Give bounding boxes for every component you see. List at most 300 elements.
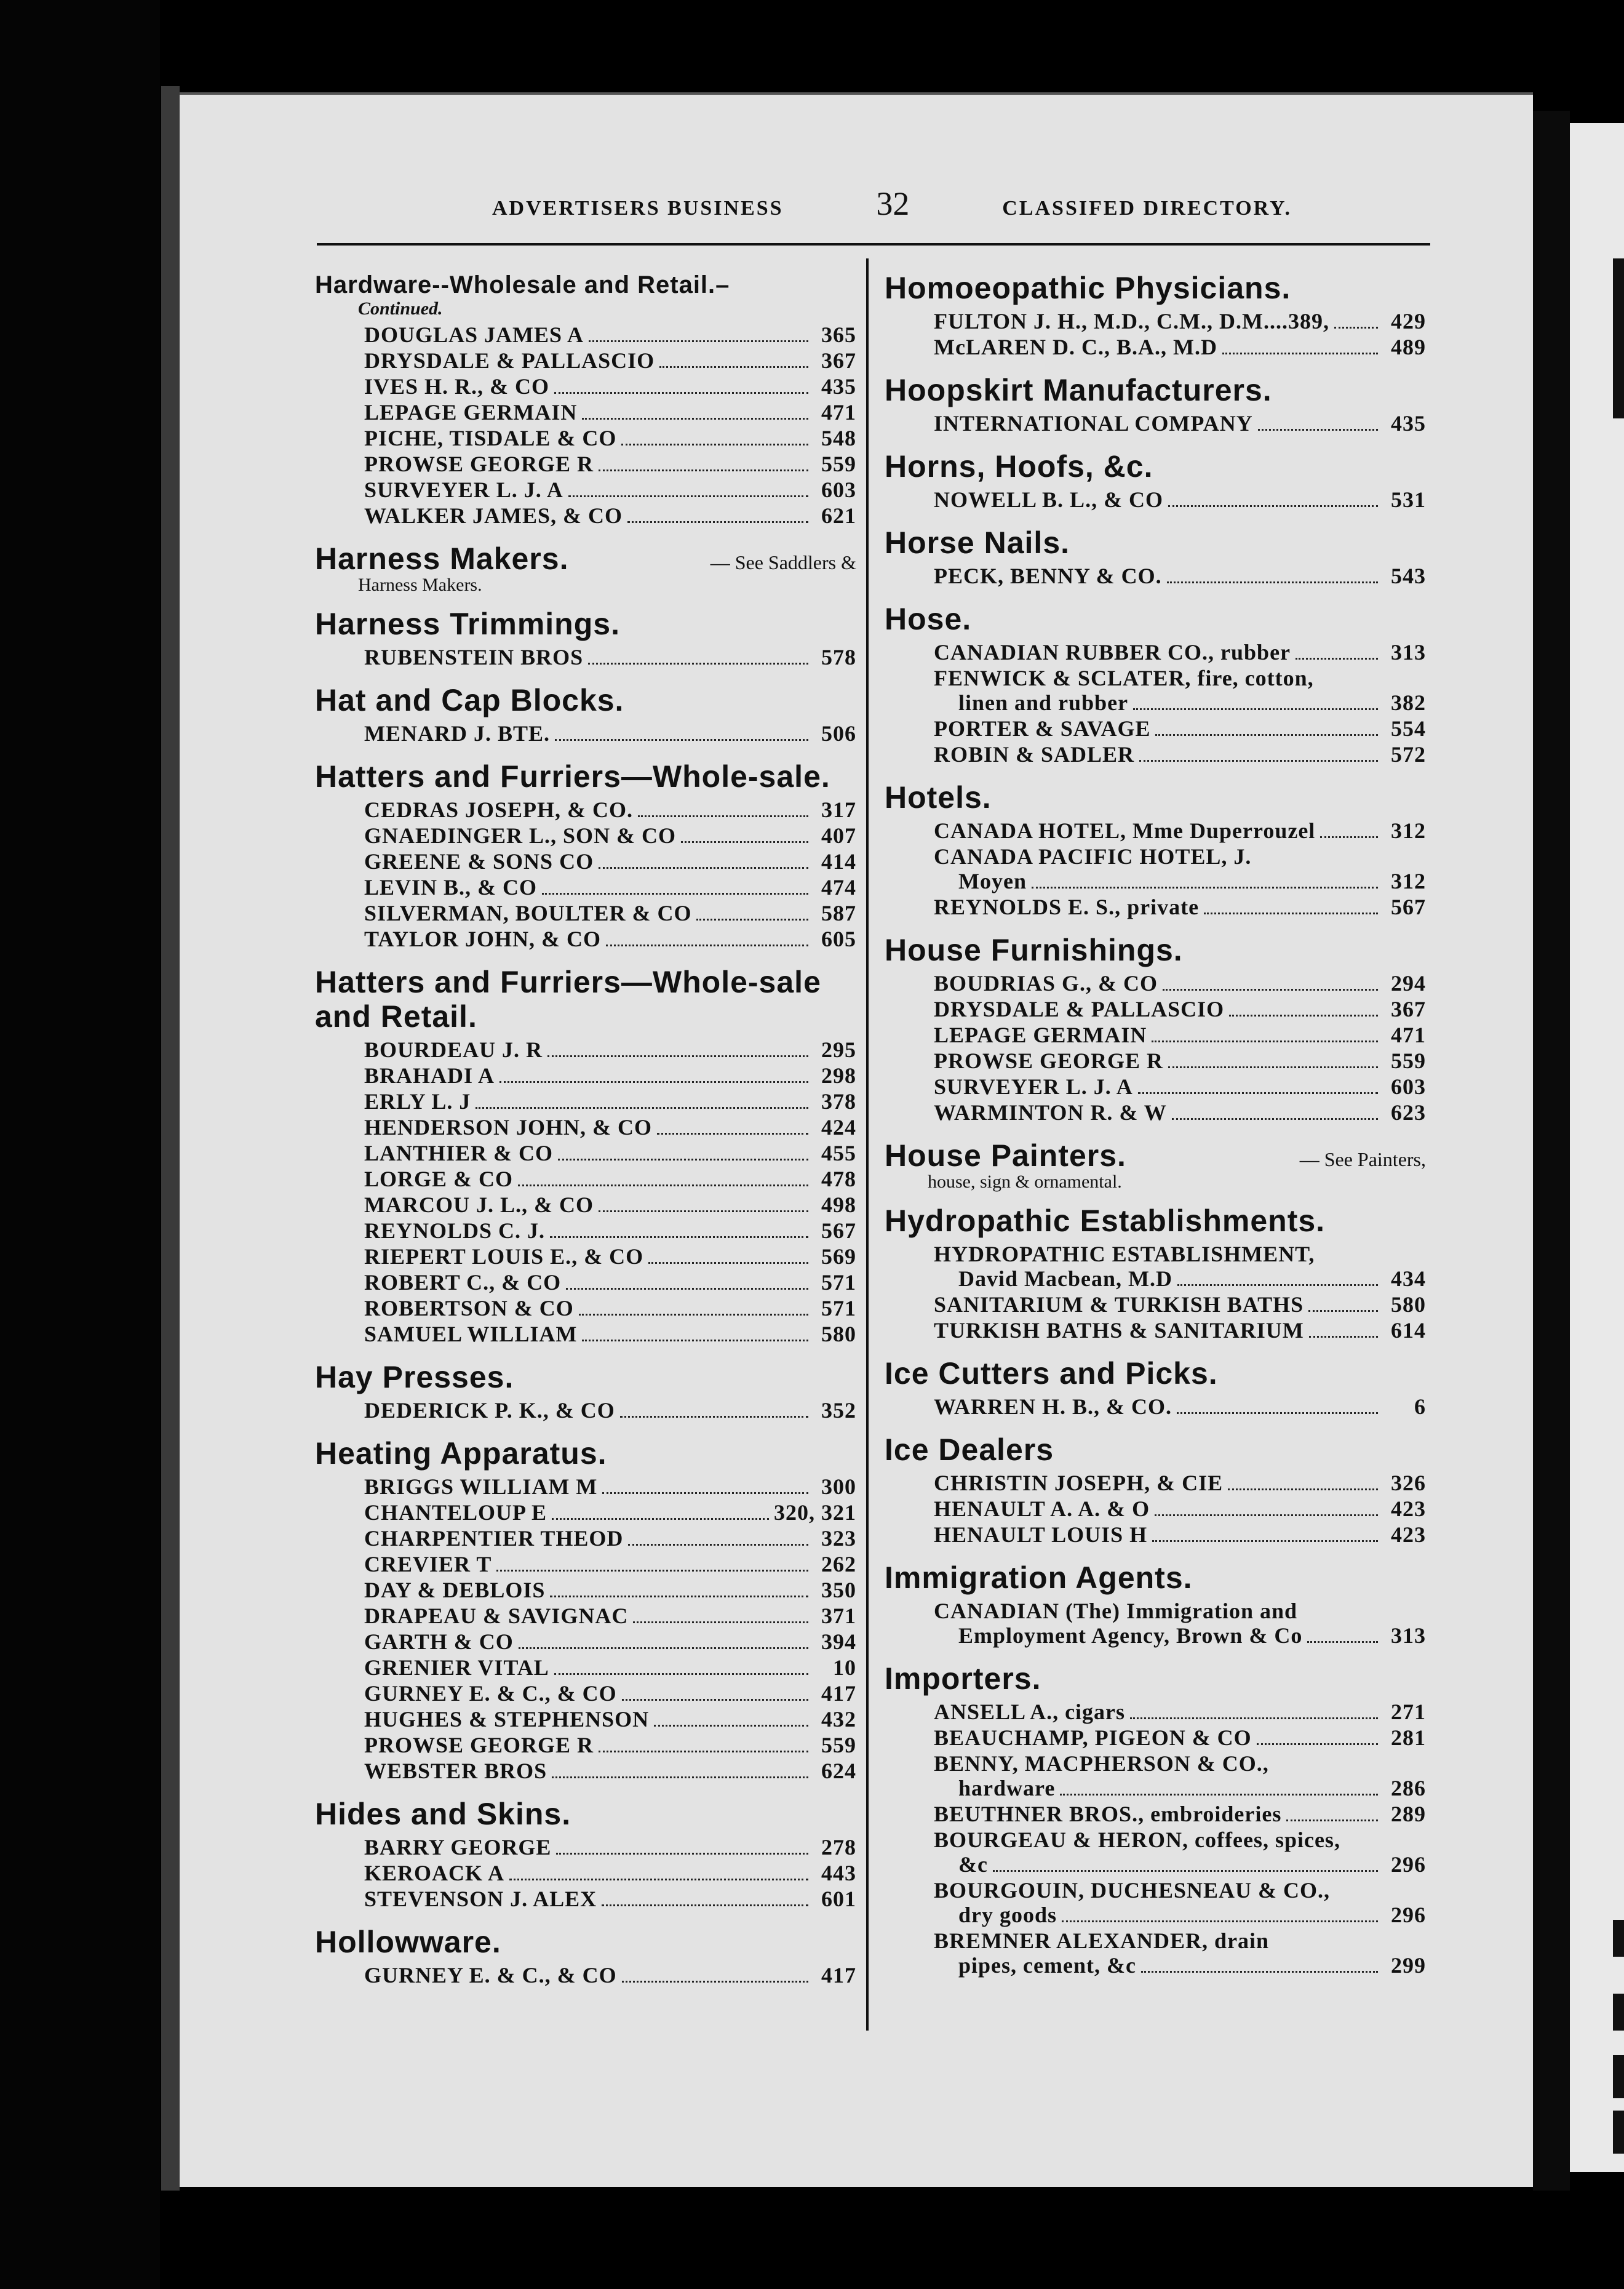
entry-page: 423 <box>1391 1522 1426 1547</box>
section-heading: Harness Trimmings. <box>315 607 620 641</box>
list-item <box>364 927 856 953</box>
dot-leader <box>589 340 808 342</box>
dot-leader <box>654 1725 808 1727</box>
entry-name: LEPAGE GERMAIN <box>934 1023 1147 1047</box>
entry-page: 371 <box>821 1604 856 1628</box>
entry-list <box>315 1835 856 1912</box>
dot-leader <box>500 1081 808 1083</box>
entry-name: BOURGEAU & HERON, coffees, spices, <box>934 1828 1340 1852</box>
entry-page: 498 <box>821 1192 856 1217</box>
directory-section <box>315 1797 856 1912</box>
entry-name: GARTH & CO <box>364 1629 514 1654</box>
list-item <box>934 997 1426 1023</box>
dot-leader <box>599 867 808 869</box>
entry-page: 278 <box>821 1835 856 1860</box>
dot-leader <box>1032 887 1378 889</box>
list-item <box>934 487 1426 513</box>
entry-name: HENAULT A. A. & O <box>934 1496 1150 1521</box>
list-item <box>934 971 1426 997</box>
list-item <box>364 1322 856 1348</box>
entry-name: REYNOLDS E. S., private <box>934 895 1200 919</box>
entry-page: 471 <box>1391 1023 1426 1047</box>
entry-page: 313 <box>1391 1623 1426 1648</box>
entry-name: TURKISH BATHS & SANITARIUM <box>934 1318 1304 1343</box>
entry-page: 294 <box>1391 971 1426 996</box>
list-item <box>934 1318 1426 1344</box>
directory-section <box>315 271 856 529</box>
header-right-text: CLASSIFED DIRECTORY. <box>1002 197 1292 220</box>
list-item <box>364 1759 856 1784</box>
dot-leader <box>1155 1514 1378 1516</box>
entry-name: DAY & DEBLOIS <box>364 1578 546 1602</box>
dot-leader <box>633 1621 808 1623</box>
entry-page: 352 <box>821 1398 856 1423</box>
entry-page: 623 <box>1391 1100 1426 1125</box>
entry-name: GRENIER VITAL <box>364 1655 549 1680</box>
entry-name: HUGHES & STEPHENSON <box>364 1707 650 1732</box>
entry-name: PROWSE GEORGE R <box>934 1049 1164 1073</box>
entry-name: &c <box>958 1852 988 1877</box>
dot-leader <box>659 366 808 368</box>
dot-leader <box>1258 429 1378 431</box>
entry-page: 601 <box>821 1887 856 1911</box>
dot-leader <box>550 1236 808 1238</box>
entry-page: 587 <box>821 901 856 925</box>
entry-page: 554 <box>1391 716 1426 741</box>
dot-leader <box>509 1879 808 1880</box>
entry-name: WALKER JAMES, & CO <box>364 503 623 528</box>
entry-page: 578 <box>821 645 856 669</box>
entry-name: DRAPEAU & SAVIGNAC <box>364 1604 629 1628</box>
dot-leader <box>556 1853 808 1855</box>
entry-page: 506 <box>821 721 856 746</box>
entry-name: BARRY GEORGE <box>364 1835 552 1860</box>
entry-page: 580 <box>1391 1292 1426 1317</box>
entry-name: hardware <box>958 1776 1056 1800</box>
dot-leader <box>1062 1920 1378 1922</box>
entry-page: 350 <box>821 1578 856 1602</box>
section-heading: Hoopskirt Manufacturers. <box>885 373 1272 407</box>
entry-name: MARCOU J. L., & CO <box>364 1192 594 1217</box>
entry-page: 417 <box>821 1681 856 1706</box>
list-item <box>934 895 1426 921</box>
dot-leader <box>602 1904 808 1906</box>
adjacent-page-edge <box>1570 123 1624 2172</box>
dot-leader <box>579 1314 808 1316</box>
list-item <box>364 1733 856 1759</box>
dot-leader <box>599 1210 808 1212</box>
dot-leader <box>599 1751 808 1752</box>
dot-leader <box>620 1416 808 1418</box>
list-item <box>934 309 1426 335</box>
section-heading-row <box>885 1138 1426 1173</box>
entry-list <box>315 1963 856 1989</box>
entry-page: 312 <box>1391 869 1426 893</box>
list-item <box>364 1887 856 1912</box>
entry-page: 603 <box>821 477 856 502</box>
entry-page: 559 <box>821 1733 856 1757</box>
list-item <box>934 1471 1426 1496</box>
dot-leader <box>554 392 808 394</box>
entry-page: 580 <box>821 1322 856 1346</box>
entry-name: KEROACK A <box>364 1861 505 1885</box>
list-item <box>934 411 1426 437</box>
list-item <box>934 1953 1426 1979</box>
dot-leader <box>622 1981 808 1983</box>
dot-leader <box>1141 1971 1378 1973</box>
dot-leader <box>518 1184 808 1186</box>
entry-name: LANTHIER & CO <box>364 1141 554 1165</box>
entry-name: linen and rubber <box>958 690 1129 715</box>
list-item <box>364 1963 856 1989</box>
dot-leader <box>1222 353 1378 354</box>
page-edge <box>161 86 180 2191</box>
entry-list <box>315 721 856 747</box>
section-note: Continued. <box>358 298 443 319</box>
entry-page: 572 <box>1391 742 1426 767</box>
entry-name: SURVEYER L. J. A <box>934 1074 1133 1099</box>
directory-section <box>885 271 1426 361</box>
entry-page: 435 <box>821 374 856 399</box>
dot-leader <box>552 1776 808 1778</box>
list-item <box>364 1474 856 1500</box>
entry-page: 605 <box>821 927 856 951</box>
column-divider <box>866 258 869 2031</box>
dot-leader <box>622 1699 808 1701</box>
list-item <box>364 1707 856 1733</box>
list-item <box>364 374 856 400</box>
dot-leader <box>519 1647 808 1649</box>
list-item <box>364 797 856 823</box>
list-item <box>364 1270 856 1296</box>
list-item <box>364 1526 856 1552</box>
entry-page: 296 <box>1391 1903 1426 1927</box>
section-heading: House Furnishings. <box>885 933 1183 967</box>
list-item <box>934 1751 1426 1776</box>
header-left-text: ADVERTISERS BUSINESS <box>492 197 784 220</box>
entry-page: 365 <box>821 322 856 347</box>
entry-page: 326 <box>1391 1471 1426 1495</box>
entry-name: MENARD J. BTE. <box>364 721 551 746</box>
entry-page: 603 <box>1391 1074 1426 1099</box>
section-heading: Importers. <box>885 1661 1041 1696</box>
dot-leader <box>606 945 808 946</box>
directory-section <box>885 1356 1426 1420</box>
list-item <box>364 721 856 747</box>
see-reference-continued: house, sign & ornamental. <box>928 1172 1122 1192</box>
entry-list <box>885 1599 1426 1649</box>
entry-name: HENAULT LOUIS H <box>934 1522 1148 1547</box>
section-heading: Hides and Skins. <box>315 1797 571 1831</box>
list-item <box>364 823 856 849</box>
directory-section <box>315 1925 856 1989</box>
entry-name: STEVENSON J. ALEX <box>364 1887 597 1911</box>
entry-page: 295 <box>821 1037 856 1062</box>
book-binding <box>0 0 160 2289</box>
list-item <box>934 1928 1426 1953</box>
dot-leader <box>1152 1540 1378 1542</box>
entry-page: 382 <box>1391 690 1426 715</box>
entry-list <box>885 564 1426 589</box>
directory-section <box>885 525 1426 589</box>
entry-page: 543 <box>1391 564 1426 588</box>
list-item <box>934 1852 1426 1878</box>
list-item <box>364 1629 856 1655</box>
entry-name: PORTER & SAVAGE <box>934 716 1151 741</box>
entry-name: CHRISTIN JOSEPH, & CIE <box>934 1471 1224 1495</box>
entry-name: CEDRAS JOSEPH, & CO. <box>364 797 634 822</box>
entry-page: 621 <box>821 503 856 528</box>
dot-leader <box>696 919 808 921</box>
list-item <box>934 1100 1426 1126</box>
dot-leader <box>599 469 808 471</box>
entry-page: 435 <box>1391 411 1426 436</box>
entry-page: 262 <box>821 1552 856 1576</box>
directory-section <box>315 965 856 1348</box>
entry-page: 567 <box>1391 895 1426 919</box>
dot-leader <box>657 1133 808 1135</box>
dot-leader <box>1130 1717 1378 1719</box>
dot-leader <box>1229 1015 1378 1017</box>
entry-page: 281 <box>1391 1725 1426 1750</box>
list-item <box>934 818 1426 844</box>
entry-name: dry goods <box>958 1903 1057 1927</box>
entry-name: SILVERMAN, BOULTER & CO <box>364 901 692 925</box>
entry-name: CHANTELOUP E <box>364 1500 547 1525</box>
entry-list <box>885 1394 1426 1420</box>
list-item <box>364 322 856 348</box>
entry-page: 299 <box>1391 1953 1426 1978</box>
entry-name: WARMINTON R. & W <box>934 1100 1167 1125</box>
entry-page: 489 <box>1391 335 1426 359</box>
entry-name: David Macbean, M.D <box>958 1266 1172 1291</box>
dot-leader <box>628 1544 808 1546</box>
list-item <box>364 1552 856 1578</box>
entry-name: GURNEY E. & C., & CO <box>364 1963 617 1987</box>
entry-page: 313 <box>1391 640 1426 665</box>
dot-leader <box>1257 1743 1378 1745</box>
entry-list <box>315 322 856 529</box>
dot-leader <box>550 1596 808 1597</box>
entry-page: 432 <box>821 1707 856 1732</box>
list-item <box>934 640 1426 666</box>
section-heading: Hollowware. <box>315 1925 501 1959</box>
list-item <box>364 1218 856 1244</box>
dot-leader <box>638 815 808 817</box>
entry-list <box>885 1471 1426 1548</box>
entry-list <box>315 645 856 671</box>
page-gutter <box>1533 111 1570 2191</box>
entry-page: 571 <box>821 1270 856 1295</box>
list-item <box>934 564 1426 589</box>
list-item <box>364 452 856 477</box>
entry-page: 300 <box>821 1474 856 1499</box>
entry-name: LORGE & CO <box>364 1167 514 1191</box>
entry-page: 317 <box>821 797 856 822</box>
dot-leader <box>558 1159 808 1160</box>
entry-name: FULTON J. H., M.D., C.M., D.M....389, <box>934 309 1329 334</box>
entry-name: DOUGLAS JAMES A <box>364 322 584 347</box>
list-item <box>934 1700 1426 1725</box>
entry-page: 407 <box>821 823 856 848</box>
list-item <box>364 1141 856 1167</box>
dot-leader <box>1177 1412 1378 1414</box>
entry-page: 320, 321 <box>774 1500 856 1525</box>
list-item <box>934 1074 1426 1100</box>
section-heading: Hatters and Furriers—Whole-sale. <box>315 759 830 794</box>
dot-leader <box>542 893 808 895</box>
dot-leader <box>476 1107 808 1109</box>
entry-name: BENNY, MACPHERSON & CO., <box>934 1751 1269 1776</box>
list-item <box>364 477 856 503</box>
entry-page: 298 <box>821 1063 856 1088</box>
entry-page: 423 <box>1391 1496 1426 1521</box>
entry-name: NOWELL B. L., & CO <box>934 487 1164 512</box>
list-item <box>934 1394 1426 1420</box>
dot-leader <box>681 841 808 843</box>
entry-page: 474 <box>821 875 856 900</box>
directory-section <box>315 607 856 671</box>
entry-page: 559 <box>1391 1049 1426 1073</box>
directory-section <box>315 1360 856 1424</box>
entry-list <box>315 1474 856 1784</box>
list-item <box>364 901 856 927</box>
list-item <box>934 666 1426 690</box>
list-item <box>934 335 1426 361</box>
list-item <box>934 1522 1426 1548</box>
section-heading: Harness Makers. <box>315 541 569 576</box>
list-item <box>364 1244 856 1270</box>
entry-name: Moyen <box>958 869 1027 893</box>
list-item <box>364 348 856 374</box>
dot-leader <box>568 495 808 497</box>
entry-name: HYDROPATHIC ESTABLISHMENT, <box>934 1242 1315 1266</box>
entry-name: REYNOLDS C. J. <box>364 1218 546 1243</box>
entry-name: BRAHADI A <box>364 1063 495 1088</box>
entry-name: Employment Agency, Brown & Co <box>958 1623 1303 1648</box>
entry-name: GREENE & SONS CO <box>364 849 594 874</box>
entry-name: RIEPERT LOUIS E., & CO <box>364 1244 644 1269</box>
section-heading: Horse Nails. <box>885 525 1070 560</box>
list-item <box>364 1681 856 1707</box>
dot-leader <box>621 444 808 445</box>
entry-list <box>315 1037 856 1348</box>
dot-leader <box>1138 1092 1378 1094</box>
section-heading-row <box>315 541 856 576</box>
list-item <box>934 1878 1426 1903</box>
section-heading: Horns, Hoofs, &c. <box>885 449 1153 484</box>
dot-leader <box>1167 581 1378 583</box>
entry-page: 569 <box>821 1244 856 1269</box>
section-heading: Immigration Agents. <box>885 1560 1193 1595</box>
entry-name: TAYLOR JOHN, & CO <box>364 927 602 951</box>
entry-page: 624 <box>821 1759 856 1783</box>
entry-page: 559 <box>821 452 856 476</box>
dot-leader <box>1163 989 1378 991</box>
entry-list <box>885 487 1426 513</box>
entry-page: 434 <box>1391 1266 1426 1291</box>
entry-page: 471 <box>821 400 856 425</box>
directory-section <box>885 1432 1426 1548</box>
list-item <box>364 1192 856 1218</box>
entry-list <box>885 411 1426 437</box>
entry-name: SAMUEL WILLIAM <box>364 1322 578 1346</box>
entry-name: BOURDEAU J. R <box>364 1037 543 1062</box>
list-item <box>364 1861 856 1887</box>
dot-leader <box>648 1262 808 1264</box>
entry-page: 424 <box>821 1115 856 1140</box>
entry-page: 323 <box>821 1526 856 1551</box>
entry-name: CANADIAN (The) Immigration and <box>934 1599 1298 1623</box>
entry-name: BOURGOUIN, DUCHESNEAU & CO., <box>934 1878 1331 1903</box>
section-heading: Hatters and Furriers—Whole-sale and Retail. <box>315 965 821 1034</box>
entry-name: CREVIER T <box>364 1552 492 1576</box>
list-item <box>364 1167 856 1192</box>
entry-page: 378 <box>821 1089 856 1114</box>
entry-name: SURVEYER L. J. A <box>364 477 563 502</box>
entry-name: FENWICK & SCLATER, fire, cotton, <box>934 666 1314 690</box>
section-heading: Ice Cutters and Picks. <box>885 1356 1218 1391</box>
section-heading: Hotels. <box>885 780 992 815</box>
dot-leader <box>1320 836 1378 838</box>
entry-page: 455 <box>821 1141 856 1165</box>
see-reference: — See Saddlers & <box>710 551 856 573</box>
dot-leader <box>1168 505 1378 507</box>
list-item <box>364 426 856 452</box>
left-column <box>315 258 856 1989</box>
directory-section <box>885 1661 1426 1979</box>
directory-section <box>885 373 1426 437</box>
section-heading: Ice Dealers <box>885 1432 1054 1467</box>
entry-name: PROWSE GEORGE R <box>364 452 594 476</box>
list-item <box>934 690 1426 716</box>
entry-list <box>315 1398 856 1424</box>
entry-name: GURNEY E. & C., & CO <box>364 1681 617 1706</box>
dot-leader <box>555 739 808 741</box>
dot-leader <box>1307 1641 1378 1643</box>
section-heading: Hydropathic Establishments. <box>885 1204 1326 1238</box>
entry-page: 478 <box>821 1167 856 1191</box>
entry-page: 271 <box>1391 1700 1426 1724</box>
entry-page: 614 <box>1391 1318 1426 1343</box>
entry-name: ROBERTSON & CO <box>364 1296 574 1320</box>
directory-section <box>885 1204 1426 1344</box>
dot-leader <box>1155 734 1378 736</box>
right-column <box>885 258 1426 1979</box>
list-item <box>364 503 856 529</box>
entry-name: CANADA HOTEL, Mme Duperrouzel <box>934 818 1316 843</box>
list-item <box>364 1296 856 1322</box>
dot-leader <box>1308 1310 1378 1312</box>
entry-page: 289 <box>1391 1802 1426 1826</box>
directory-section <box>885 1560 1426 1649</box>
dot-leader <box>1334 327 1378 329</box>
entry-page: 367 <box>821 348 856 373</box>
entry-name: PICHE, TISDALE & CO <box>364 426 617 450</box>
dot-leader <box>1296 658 1378 660</box>
list-item <box>934 1623 1426 1649</box>
section-heading: Hay Presses. <box>315 1360 514 1394</box>
list-item <box>934 1292 1426 1318</box>
entry-page: 394 <box>821 1629 856 1654</box>
entry-page: 443 <box>821 1861 856 1885</box>
entry-name: LEVIN B., & CO <box>364 875 538 900</box>
see-reference: — See Painters, <box>1299 1148 1426 1170</box>
section-heading: Hat and Cap Blocks. <box>315 683 624 717</box>
directory-section <box>885 780 1426 921</box>
entry-name: McLAREN D. C., B.A., M.D <box>934 335 1217 359</box>
entry-name: WEBSTER BROS <box>364 1759 547 1783</box>
